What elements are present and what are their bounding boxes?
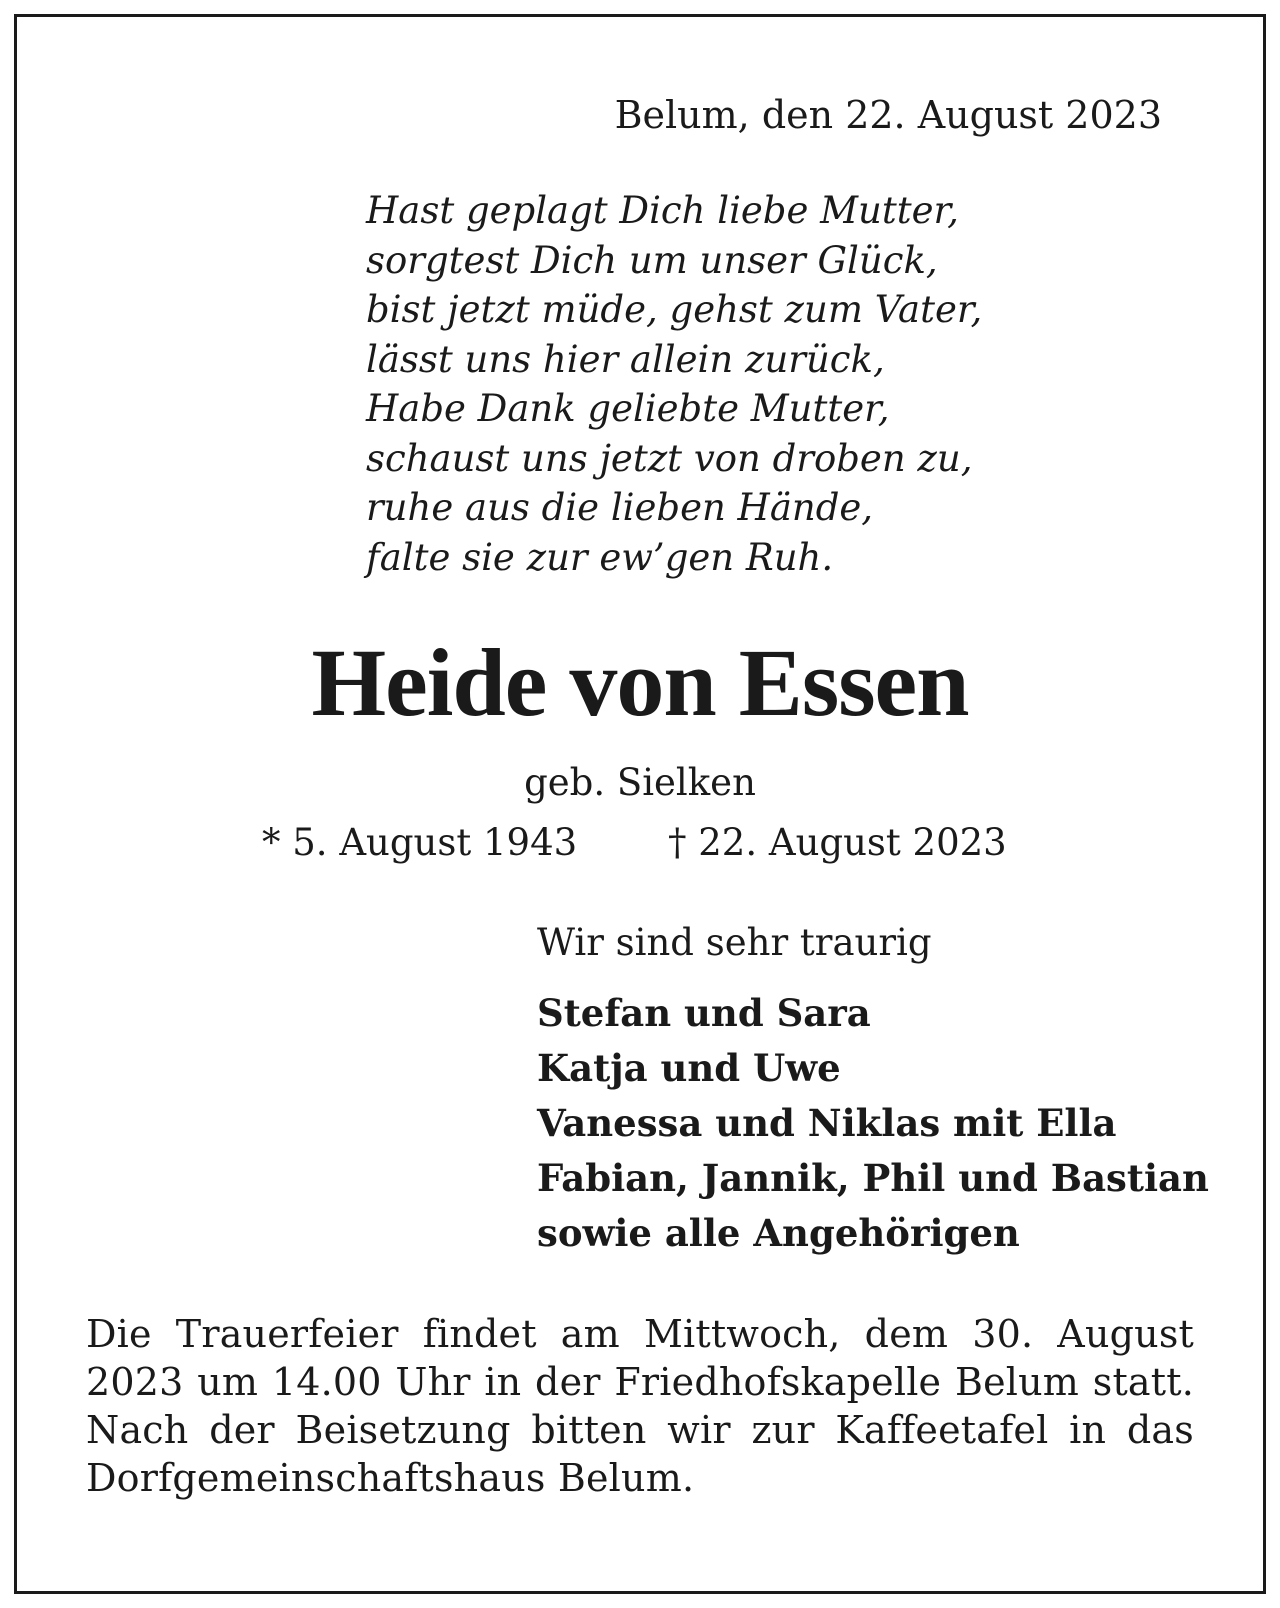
poem-line: schaust uns jetzt von droben zu, bbox=[366, 436, 973, 480]
mourner-line: Fabian, Jannik, Phil und Bastian bbox=[537, 1156, 1209, 1200]
death-date: † 22. August 2023 bbox=[668, 821, 1007, 864]
birth-date: * 5. August 1943 bbox=[262, 821, 578, 864]
mourner-line: Vanessa und Niklas mit Ella bbox=[537, 1101, 1117, 1145]
poem-line: ruhe aus die lieben Hände, bbox=[366, 486, 874, 529]
mourning-phrase: Wir sind sehr traurig bbox=[537, 921, 932, 964]
poem-line: falte sie zur ew’gen Ruh. bbox=[366, 535, 834, 579]
poem bbox=[366, 186, 982, 582]
mourner-line: Stefan und Sara bbox=[537, 991, 871, 1035]
mourner-line: sowie alle Angehörigen bbox=[537, 1211, 1020, 1255]
place-date: Belum, den 22. August 2023 bbox=[614, 93, 1162, 137]
deceased-name: Heide von Essen bbox=[311, 629, 969, 736]
poem-line: Hast geplagt Dich liebe Mutter, bbox=[366, 189, 959, 232]
mourner-line: Katja und Uwe bbox=[537, 1046, 841, 1090]
service-info: Die Trauerfeier findet am Mittwoch, dem 30. August 2023 um 14.00 Uhr in der Friedhofskapelle Belum statt. Nach der Beisetzung bitten wir zur Kaffeetafel in das Dorfgemeinschaftshaus Belum. bbox=[86, 1312, 1194, 1500]
mourners-list bbox=[537, 986, 1209, 1261]
poem-line: bist jetzt müde, gehst zum Vater, bbox=[366, 288, 983, 331]
poem-line: lässt uns hier allein zurück, bbox=[366, 337, 885, 381]
birth-name: geb. Sielken bbox=[524, 761, 756, 804]
poem-line: sorgtest Dich um unser Glück, bbox=[366, 238, 938, 282]
poem-line: Habe Dank geliebte Mutter, bbox=[366, 387, 890, 430]
